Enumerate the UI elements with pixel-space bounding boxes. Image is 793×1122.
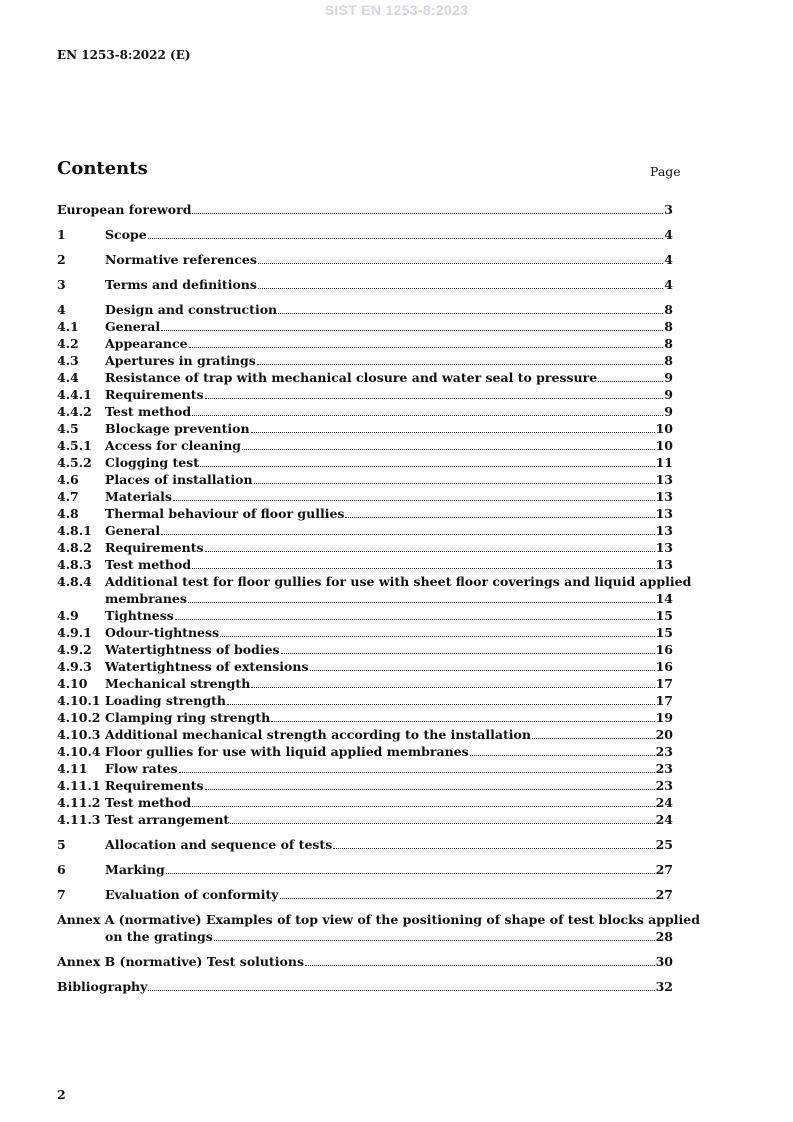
- dot-leader: [161, 533, 654, 535]
- toc-entry-number: 4.8.1: [57, 523, 92, 538]
- toc-entry-number: 4.9.1: [57, 625, 92, 640]
- toc-entry[interactable]: [57, 641, 673, 658]
- toc-entry-page: 4: [664, 277, 673, 292]
- toc-entry-title: Clogging test: [105, 455, 199, 470]
- toc-entry-page: 9: [664, 404, 673, 419]
- dot-leader: [179, 771, 655, 773]
- toc-entry-title: Annex B (normative) Test solutions: [57, 954, 304, 969]
- toc-entry[interactable]: [57, 794, 673, 811]
- page-number: 2: [57, 1087, 66, 1102]
- toc-entry-number: 7: [57, 887, 66, 902]
- toc-entry-page: 32: [655, 979, 673, 994]
- toc-entry-page: 11: [655, 455, 673, 470]
- toc-entry-number: 3: [57, 277, 66, 292]
- toc-entry-page: 30: [655, 954, 673, 969]
- toc-entry[interactable]: [57, 488, 673, 505]
- toc-entry-title: Materials: [105, 489, 172, 504]
- toc-entry-number: 4.11.2: [57, 795, 101, 810]
- dot-leader: [258, 262, 663, 264]
- toc-entry-number: 4.10.1: [57, 693, 101, 708]
- toc-entry-page: 16: [655, 642, 673, 657]
- toc-entry[interactable]: [57, 658, 673, 675]
- dot-leader: [598, 380, 663, 382]
- toc-entry-title: Allocation and sequence of tests: [105, 837, 333, 852]
- toc-entry[interactable]: [57, 226, 673, 243]
- toc-entry-title: Test method: [105, 557, 192, 572]
- toc-entry[interactable]: [57, 539, 673, 556]
- toc-entry-page: 28: [655, 929, 673, 944]
- toc-entry-page: 13: [655, 540, 673, 555]
- toc-entry-title: Evaluation of conformity: [105, 887, 279, 902]
- dot-leader: [192, 414, 663, 416]
- dot-leader: [200, 465, 655, 467]
- toc-entry[interactable]: [57, 743, 673, 760]
- toc-entry-title: Flow rates: [105, 761, 178, 776]
- toc-entry[interactable]: [57, 522, 673, 539]
- toc-entry-number: 4.8.3: [57, 557, 92, 572]
- toc-entry-page: 4: [664, 252, 673, 267]
- toc-entry-number: 4.10: [57, 676, 88, 691]
- toc-entry[interactable]: [57, 861, 673, 878]
- dot-leader: [205, 397, 664, 399]
- toc-entry-page: 10: [655, 438, 673, 453]
- toc-entry[interactable]: [57, 437, 673, 454]
- toc-entry-title: Mechanical strength: [105, 676, 251, 691]
- toc-entry-title: Appearance: [105, 336, 188, 351]
- toc-entry[interactable]: [57, 505, 673, 522]
- toc-entry[interactable]: [57, 709, 673, 726]
- dot-leader: [271, 720, 654, 722]
- toc-entry[interactable]: [57, 352, 673, 369]
- toc-entry-title: Watertightness of extensions: [105, 659, 309, 674]
- toc-entry-title: Annex A (normative) Examples of top view of the positioning of shape of test blocks applied: [57, 912, 700, 927]
- toc-entry-page: 19: [655, 710, 673, 725]
- toc-entry-page: 25: [655, 837, 673, 852]
- toc-entry-title: General: [105, 319, 161, 334]
- toc-entry[interactable]: [57, 760, 673, 777]
- toc-entry-number: 4.4.1: [57, 387, 92, 402]
- toc-entry-title: Places of installation: [105, 472, 253, 487]
- dot-leader: [310, 669, 655, 671]
- toc-entry-page: 14: [655, 591, 673, 606]
- toc-entry-page: 27: [655, 862, 673, 877]
- toc-entry-number: 4: [57, 302, 66, 317]
- toc-entry-page: 15: [655, 625, 673, 640]
- toc-entry-number: 4.8.4: [57, 574, 92, 589]
- dot-leader: [251, 431, 655, 433]
- toc-entry-number: 4.9: [57, 608, 79, 623]
- toc-entry-page: 23: [655, 761, 673, 776]
- toc-entry-title: European foreword: [57, 202, 192, 217]
- toc-entry-title: Normative references: [105, 252, 257, 267]
- toc-entry-title: Tightness: [105, 608, 174, 623]
- dot-leader: [281, 652, 655, 654]
- toc-entry-title: Test method: [105, 795, 192, 810]
- toc-entry-page: 8: [664, 302, 673, 317]
- toc-entry-page: 15: [655, 608, 673, 623]
- dot-leader: [230, 822, 654, 824]
- toc-entry[interactable]: [57, 692, 673, 709]
- toc-entry-page: 24: [655, 795, 673, 810]
- toc-entry[interactable]: [57, 386, 673, 403]
- dot-leader: [192, 567, 654, 569]
- dot-leader: [254, 482, 655, 484]
- toc-entry-number: 4.4.2: [57, 404, 92, 419]
- dot-leader: [251, 686, 654, 688]
- toc-entry-title: Floor gullies for use with liquid applied membranes: [105, 744, 469, 759]
- toc-entry[interactable]: [57, 276, 673, 293]
- dot-leader: [205, 788, 655, 790]
- dot-leader: [188, 601, 655, 603]
- toc-entry-page: 23: [655, 744, 673, 759]
- toc-entry-page: 8: [664, 353, 673, 368]
- toc-entry-page: 16: [655, 659, 673, 674]
- toc-entry-number: 4.5.1: [57, 438, 92, 453]
- toc-entry-title: Test arrangement: [105, 812, 230, 827]
- toc-entry-title: Requirements: [105, 387, 204, 402]
- page-column-label: Page: [650, 164, 681, 179]
- toc-entry-title: Requirements: [105, 540, 204, 555]
- toc-entry[interactable]: [57, 911, 700, 945]
- toc-entry-title: Bibliography: [57, 979, 148, 994]
- toc-entry-number: 4.11.3: [57, 812, 101, 827]
- toc-entry-title: Marking: [105, 862, 165, 877]
- dot-leader: [166, 872, 655, 874]
- toc-entry-page: 20: [655, 727, 673, 742]
- toc-entry[interactable]: [57, 953, 673, 970]
- dot-leader: [280, 897, 655, 899]
- toc-entry[interactable]: [57, 886, 673, 903]
- dot-leader: [220, 635, 655, 637]
- toc-entry-title: Loading strength: [105, 693, 226, 708]
- dot-leader: [189, 346, 664, 348]
- toc-entry[interactable]: [57, 420, 673, 437]
- toc-entry-number: 4.9.3: [57, 659, 92, 674]
- toc-entry-number: 4.11: [57, 761, 88, 776]
- toc-entry-title: membranes: [105, 591, 187, 606]
- dot-leader: [305, 964, 655, 966]
- toc-entry-number: 4.1: [57, 319, 79, 334]
- toc-entry[interactable]: [57, 454, 673, 471]
- toc-entry-page: 13: [655, 506, 673, 521]
- toc-entry-number: 4.5.2: [57, 455, 92, 470]
- dot-leader: [148, 989, 654, 991]
- toc-entry-page: 24: [655, 812, 673, 827]
- dot-leader: [214, 939, 655, 941]
- toc-entry[interactable]: [57, 836, 673, 853]
- toc-entry-page: 10: [655, 421, 673, 436]
- toc-entry-title: General: [105, 523, 161, 538]
- toc-entry-number: 4.10.3: [57, 727, 101, 742]
- toc-entry-number: 2: [57, 252, 66, 267]
- toc-entry[interactable]: [57, 675, 673, 692]
- toc-entry[interactable]: [57, 201, 673, 218]
- toc-entry-number: 4.8.2: [57, 540, 92, 555]
- dot-leader: [257, 363, 664, 365]
- toc-entry[interactable]: [57, 369, 673, 386]
- dot-leader: [258, 287, 663, 289]
- toc-entry-page: 9: [664, 370, 673, 385]
- toc-entry-page: 13: [655, 472, 673, 487]
- toc-entry-page: 9: [664, 387, 673, 402]
- toc-entry-page: 17: [655, 693, 673, 708]
- toc-entry-title: Access for cleaning: [105, 438, 242, 453]
- toc-entry-number: 6: [57, 862, 66, 877]
- toc-entry-title: Clamping ring strength: [105, 710, 271, 725]
- toc-entry[interactable]: [57, 335, 673, 352]
- toc-entry-number: 4.2: [57, 336, 79, 351]
- toc-entry-number: 4.9.2: [57, 642, 92, 657]
- toc-entry[interactable]: [57, 556, 673, 573]
- toc-entry-page: 8: [664, 336, 673, 351]
- toc-entry-page: 13: [655, 489, 673, 504]
- dot-leader: [161, 329, 663, 331]
- toc-entry-title: Terms and definitions: [105, 277, 257, 292]
- dot-leader: [205, 550, 655, 552]
- toc-entry-number: 4.8: [57, 506, 79, 521]
- toc-entry-page: 8: [664, 319, 673, 334]
- table-of-contents: [57, 201, 700, 995]
- toc-entry-number: 1: [57, 227, 66, 242]
- dot-leader: [192, 212, 663, 214]
- toc-entry-number: 4.3: [57, 353, 79, 368]
- toc-entry[interactable]: [57, 978, 673, 995]
- toc-entry-number: 4.5: [57, 421, 79, 436]
- toc-entry[interactable]: [57, 811, 673, 828]
- dot-leader: [192, 805, 654, 807]
- document-id: EN 1253-8:2022 (E): [57, 48, 191, 62]
- toc-entry-title: Additional test for floor gullies for use with sheet floor coverings and liquid applied: [105, 574, 692, 589]
- dot-leader: [242, 448, 655, 450]
- toc-entry-page: 13: [655, 557, 673, 572]
- toc-entry-title: Blockage prevention: [105, 421, 250, 436]
- toc-entry[interactable]: [57, 726, 673, 743]
- toc-entry-number: 4.10.4: [57, 744, 101, 759]
- toc-entry-title: Watertightness of bodies: [105, 642, 280, 657]
- toc-entry-title: Design and construction: [105, 302, 278, 317]
- toc-entry-page: 3: [664, 202, 673, 217]
- toc-entry-page: 13: [655, 523, 673, 538]
- toc-entry-title: Test method: [105, 404, 192, 419]
- toc-entry-title: Odour-tightness: [105, 625, 220, 640]
- watermark: SIST EN 1253-8:2023: [324, 2, 469, 18]
- toc-entry[interactable]: [57, 471, 673, 488]
- toc-entry[interactable]: [57, 777, 673, 794]
- toc-entry-number: 5: [57, 837, 66, 852]
- dot-leader: [175, 618, 655, 620]
- toc-entry-title: Additional mechanical strength according to the installation: [105, 727, 531, 742]
- toc-entry-title: Requirements: [105, 778, 204, 793]
- toc-entry-page: 17: [655, 676, 673, 691]
- toc-entry[interactable]: [57, 573, 692, 607]
- contents-title: Contents: [57, 158, 148, 179]
- toc-entry-number: 4.11.1: [57, 778, 101, 793]
- toc-entry-title: Scope: [105, 227, 147, 242]
- dot-leader: [148, 237, 664, 239]
- toc-entry-title: on the gratings: [105, 929, 213, 944]
- toc-entry-number: 4.10.2: [57, 710, 101, 725]
- dot-leader: [173, 499, 655, 501]
- dot-leader: [532, 737, 655, 739]
- toc-entry-number: 4.7: [57, 489, 79, 504]
- toc-entry[interactable]: [57, 607, 673, 624]
- toc-entry[interactable]: [57, 318, 673, 335]
- toc-entry[interactable]: [57, 301, 673, 318]
- dot-leader: [227, 703, 655, 705]
- toc-entry[interactable]: [57, 251, 673, 268]
- toc-entry-number: 4.6: [57, 472, 79, 487]
- toc-entry[interactable]: [57, 624, 673, 641]
- dot-leader: [470, 754, 655, 756]
- toc-entry-page: 4: [664, 227, 673, 242]
- toc-entry-title: Thermal behaviour of floor gullies: [105, 506, 345, 521]
- dot-leader: [345, 516, 654, 518]
- toc-entry-title: Resistance of trap with mechanical closure and water seal to pressure: [105, 370, 598, 385]
- toc-entry[interactable]: [57, 403, 673, 420]
- toc-entry-title: Apertures in gratings: [105, 353, 256, 368]
- toc-entry-page: 23: [655, 778, 673, 793]
- dot-leader: [333, 847, 654, 849]
- toc-entry-number: 4.4: [57, 370, 79, 385]
- dot-leader: [278, 312, 663, 314]
- toc-entry-page: 27: [655, 887, 673, 902]
